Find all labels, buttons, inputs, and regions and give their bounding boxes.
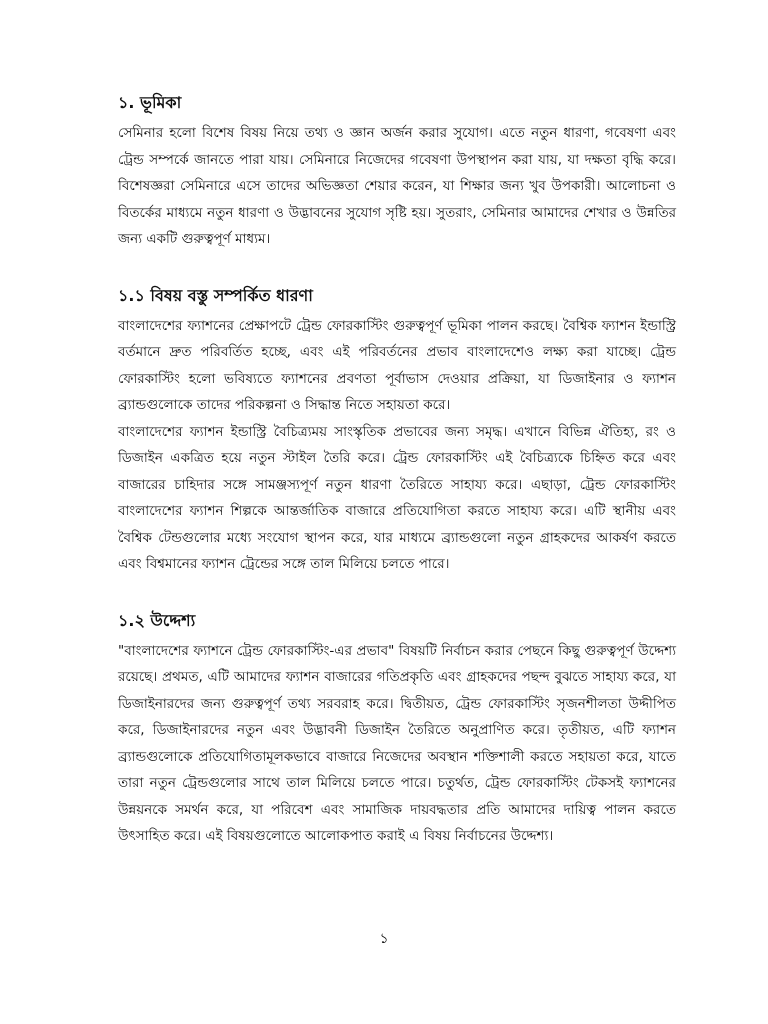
section-introduction	[118, 92, 676, 253]
section-objective	[118, 610, 676, 850]
section-heading-objective: ১.২ উদ্দেশ্য	[118, 610, 196, 630]
section-heading-topic-concept: ১.১ বিষয় বস্তু সম্পর্কিত ধারণা	[118, 285, 313, 305]
paragraph: সেমিনার হলো বিশেষ বিষয় নিয়ে তথ্য ও জ্ঞান অর্জন করার সুযোগ। এতে নতুন ধারণা, গবেষণা এবং ট্রেন্ড সম্পর্কে জানতে পারা যায়। সেমিনারে নিজেদের গবেষণা উপস্থাপন করা যায়, যা দক্ষতা বৃদ্ধি করে। বিশেষজ্ঞরা সেমিনারে এসে তাদের অভিজ্ঞতা শেয়ার করেন, যা শিক্ষার জন্য খুব উপকারী। আলোচনা ও বিতর্কের মাধ্যমে নতুন ধারণা ও উদ্ভাবনের সুযোগ সৃষ্টি হয়। সুতরাং, সেমিনার আমাদের শেখার ও উন্নতির জন্য একটি গুরুত্বপূর্ণ মাধ্যম।	[118, 125, 676, 247]
section-heading-introduction: ১. ভূমিকা	[118, 93, 182, 112]
page-number: ১	[379, 931, 389, 947]
paragraph: বাংলাদেশের ফ্যাশনের প্রেক্ষাপটে ট্রেন্ড ফোরকাস্টিং গুরুত্বপূর্ণ ভূমিকা পালন করছে। বৈশ্বিক ফ্যাশন ইন্ডাস্ট্রি বর্তমানে দ্রুত পরিবর্তিত হচ্ছে, এবং এই পরিবর্তনের প্রভাব বাংলাদেশেও লক্ষ্য করা যাচ্ছে। ট্রেন্ড ফোরকাস্টিং হলো ভবিষ্যতে ফ্যাশনের প্রবণতা পূর্বাভাস দেওয়ার প্রক্রিয়া, যা ডিজাইনার ও ফ্যাশন ব্র্যান্ডগুলোকে তাদের পরিকল্পনা ও সিদ্ধান্ত নিতে সহায়তা করে।	[118, 317, 676, 413]
section-topic-concept	[118, 285, 676, 578]
paragraph: বাংলাদেশের ফ্যাশন ইন্ডাস্ট্রি বৈচিত্র্যময় সাংস্কৃতিক প্রভাবের জন্য সমৃদ্ধ। এখানে বিভিন্ন ঐতিহ্য, রং ও ডিজাইন একত্রিত হয়ে নতুন স্টাইল তৈরি করে। ট্রেন্ড ফোরকাস্টিং এই বৈচিত্র্যকে চিহ্নিত করে এবং বাজারের চাহিদার সঙ্গে সামঞ্জস্যপূর্ণ নতুন ধারণা তৈরিতে সাহায্য করে। এছাড়া, ট্রেন্ড ফোরকাস্টিং বাংলাদেশের ফ্যাশন শিল্পকে আন্তর্জাতিক বাজারে প্রতিযোগিতা করতে সাহায্য করে। এটি স্থানীয় এবং বৈশ্বিক টেন্ডগুলোর মধ্যে সংযোগ স্থাপন করে, যার মাধ্যমে ব্র্যান্ডগুলো নতুন গ্রাহকদের আকর্ষণ করতে এবং বিশ্বমানের ফ্যাশন ট্রেন্ডের সঙ্গে তাল মিলিয়ে চলতে পারে।	[118, 423, 676, 572]
paragraph: "বাংলাদেশের ফ্যাশনে ট্রেন্ড ফোরকাস্টিং-এর প্রভাব" বিষয়টি নির্বাচন করার পেছনে কিছু গুরুত্বপূর্ণ উদ্দেশ্য রয়েছে। প্রথমত, এটি আমাদের ফ্যাশন বাজারের গতিপ্রকৃতি এবং গ্রাহকদের পছন্দ বুঝতে সাহায্য করে, যা ডিজাইনারদের জন্য গুরুত্বপূর্ণ তথ্য সরবরাহ করে। দ্বিতীয়ত, ট্রেন্ড ফোরকাস্টিং সৃজনশীলতা উদ্দীপিত করে, ডিজাইনারদের নতুন এবং উদ্ভাবনী ডিজাইন তৈরিতে অনুপ্রাণিত করে। তৃতীয়ত, এটি ফ্যাশন ব্র্যান্ডগুলোকে প্রতিযোগিতামূলকভাবে বাজারে নিজেদের অবস্থান শক্তিশালী করতে সহায়তা করে, যাতে তারা নতুন ট্রেন্ডগুলোর সাথে তাল মিলিয়ে চলতে পারে। চতুর্থত, ট্রেন্ড ফোরকাস্টিং টেকসই ফ্যাশনের উন্নয়নকে সমর্থন করে, যা পরিবেশ এবং সামাজিক দায়বদ্ধতার প্রতি আমাদের দায়িত্ব পালন করতে উৎসাহিত করে। এই বিষয়গুলোতে আলোকপাত করাই এ বিষয় নির্বাচনের উদ্দেশ্য।	[118, 642, 676, 844]
